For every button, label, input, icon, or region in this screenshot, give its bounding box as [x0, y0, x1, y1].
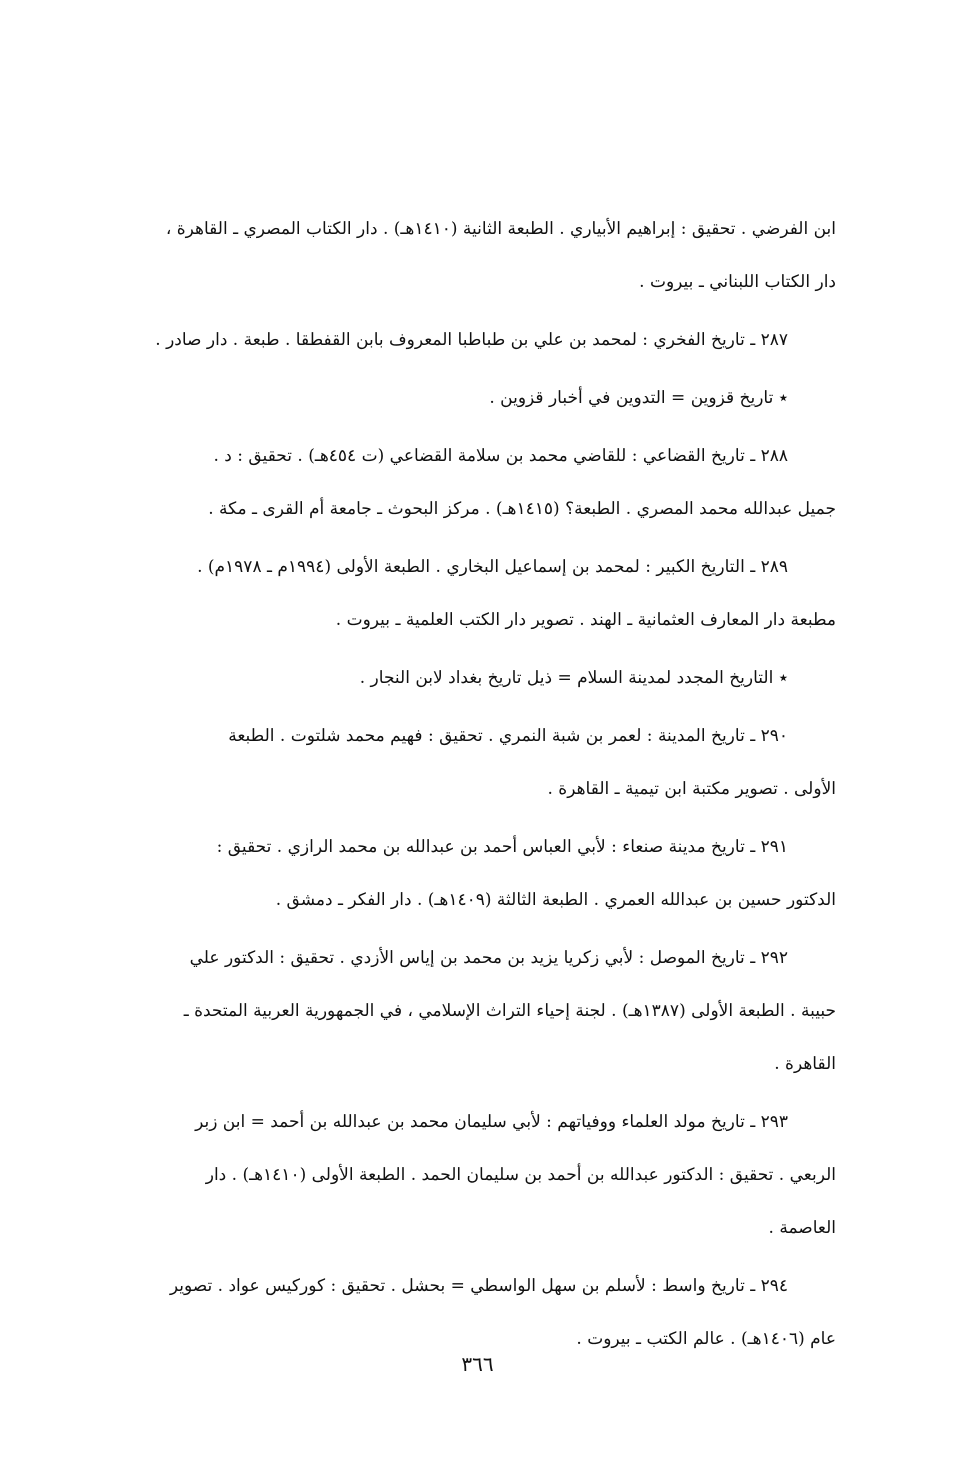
entry-line: ابن الفرضي . تحقيق : إبراهيم الأبياري . الطبعة الثانية (١٤١٠هـ) . دار الكتاب المصري ـ القاهرة ،	[165, 219, 836, 239]
entry-289	[128, 547, 836, 653]
entry-287	[128, 320, 836, 373]
entry-line: ٢٩٠ ـ تاريخ المدينة : لعمر بن شبة النمري . تحقيق : فهيم محمد شلتوت . الطبعة	[228, 726, 788, 746]
entry-line: ٢٩٣ ـ تاريخ مولد العلماء ووفياتهم : لأبي سليمان محمد بن عبدالله بن أحمد = ابن زبر	[195, 1112, 788, 1132]
entry-line: مطبعة دار المعارف العثمانية ـ الهند . تصوير دار الكتب العلمية ـ بيروت .	[335, 610, 836, 630]
entry-291	[128, 827, 836, 933]
entry-line: الدكتور حسين بن عبدالله العمري . الطبعة الثالثة (١٤٠٩هـ) . دار الفكر ـ دمشق .	[275, 890, 836, 910]
entry-288	[128, 436, 836, 542]
entry-line: عام (١٤٠٦هـ) . عالم الكتب ـ بيروت .	[576, 1329, 836, 1349]
entry-continuation	[128, 209, 836, 315]
entry-line: ٢٨٩ ـ التاريخ الكبير : لمحمد بن إسماعيل البخاري . الطبعة الأولى (١٩٩٤م ـ ١٩٧٨م) .	[197, 557, 788, 577]
bibliography-list	[128, 209, 836, 1377]
page-number: ٣٦٦	[461, 1352, 494, 1376]
entry-line: العاصمة .	[768, 1218, 836, 1238]
cross-reference-mujaddad	[128, 658, 836, 711]
entry-line: الربعي . تحقيق : الدكتور عبدالله بن أحمد بن سليمان الحمد . الطبعة الأولى (١٤١٠هـ) . دار	[205, 1165, 836, 1185]
entry-line: حبيبة . الطبعة الأولى (١٣٨٧هـ) . لجنة إحياء التراث الإسلامي ، في الجمهورية العربية المتحدة ـ	[183, 1001, 836, 1021]
cross-reference-qazwin	[128, 378, 836, 431]
entry-line: ٭ التاريخ المجدد لمدينة السلام = ذيل تاريخ بغداد لابن النجار .	[359, 668, 788, 688]
entry-line: جميل عبدالله محمد المصري . الطبعة؟ (١٤١٥هـ) . مركز البحوث ـ جامعة أم القرى ـ مكة .	[208, 499, 836, 519]
entry-line: ٢٩٢ ـ تاريخ الموصل : لأبي زكريا يزيد بن محمد بن إياس الأزدي . تحقيق : الدكتور علي	[189, 948, 788, 968]
entry-292	[128, 938, 836, 1097]
entry-line: ٢٩١ ـ تاريخ مدينة صنعاء : لأبي العباس أحمد بن عبدالله بن محمد الرازي . تحقيق :	[216, 837, 788, 857]
entry-293	[128, 1102, 836, 1261]
entry-line: ٢٩٤ ـ تاريخ واسط : لأسلم بن سهل الواسطي = بحشل . تحقيق : كوركيس عواد . تصوير	[169, 1276, 788, 1296]
entry-290	[128, 716, 836, 822]
entry-line: الأولى . تصوير مكتبة ابن تيمية ـ القاهرة .	[547, 779, 836, 799]
entry-line: دار الكتاب اللبناني ـ بيروت .	[639, 272, 836, 292]
entry-line: ٭ تاريخ قزوين = التدوين في أخبار قزوين .	[489, 388, 788, 408]
entry-line: ٢٨٨ ـ تاريخ القضاعي : للقاضي محمد بن سلامة القضاعي (ت ٤٥٤هـ) . تحقيق : د .	[213, 446, 788, 466]
entry-line: ٢٨٧ ـ تاريخ الفخري : لمحمد بن علي بن طباطبا المعروف بابن القفطقا . طبعة . دار صادر .	[155, 330, 788, 350]
entry-line: القاهرة .	[774, 1054, 836, 1074]
